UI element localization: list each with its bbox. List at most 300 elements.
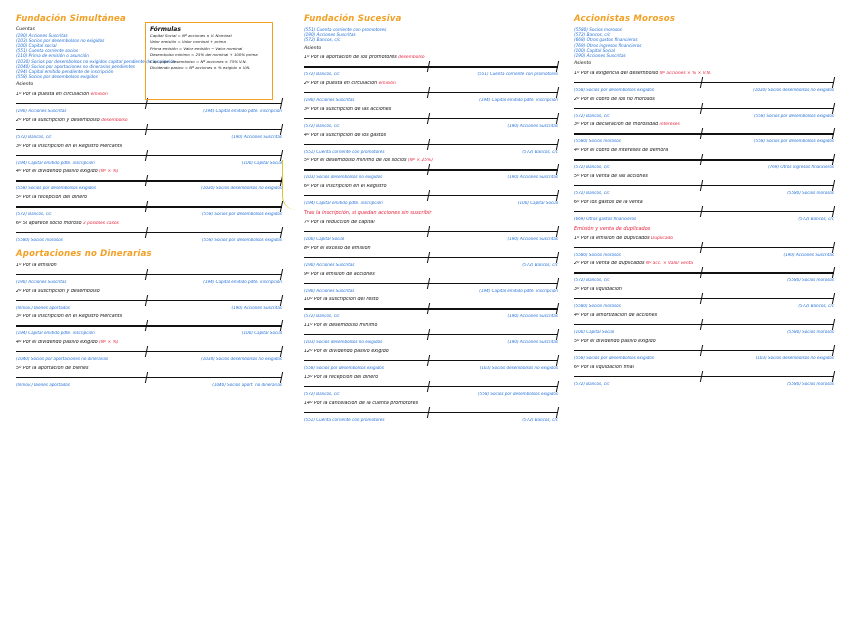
line-end — [556, 226, 560, 237]
formula-line: Dividendo pasivo = Nº acciones × % exigido × V.N. — [150, 65, 251, 71]
line-end — [832, 128, 836, 139]
entry-label: 2º Por la suscripción y desembolso desembolso — [16, 117, 128, 123]
entry-note: Nº acc. × Valor venta — [644, 261, 694, 267]
debit-account: (558) Socios por desembolsos exigidos — [304, 365, 384, 370]
entry-accounts — [574, 253, 834, 258]
line-bar — [574, 211, 834, 212]
debit-account: (1040) Socios por aportaciones no dinerarias — [16, 357, 109, 362]
entry-label: 7º Por la reducción de capital — [304, 219, 375, 225]
entry-label: 2º Por el cobro de los no morosos — [574, 96, 655, 102]
entry-label: 4º Por la amortización de acciones — [574, 312, 658, 318]
credit-account: (5580) Socios morosos — [787, 278, 834, 283]
credit-account: (100) Capital Social — [517, 201, 558, 206]
credit-account: (1034) Socios desembolsos no exigidos — [201, 357, 282, 362]
journal-entry — [304, 107, 558, 129]
journal-line — [304, 355, 558, 366]
line-bar — [304, 360, 558, 361]
entry-accounts — [304, 124, 558, 129]
line-bar — [574, 298, 834, 299]
entries-list — [16, 92, 282, 243]
formula-line: Capital Social = Nº acciones × V. Nominal — [150, 33, 232, 38]
entry-accounts — [574, 114, 834, 119]
credit-account: (1030) Socios desembolsos no exigidos — [753, 87, 834, 92]
credit-account: (194) Capital emitido pdte. inscripción — [479, 98, 558, 102]
entry-accounts — [574, 278, 834, 283]
debit-account: (572) Bancos, c/c — [574, 278, 610, 283]
cuentas-label: Cuentas — [16, 27, 35, 32]
entry-label: 4º Por el cobro de intereses de demora — [574, 148, 669, 154]
cuenta-item: (1040) Socios por aportaciones no dinerarias pendientes — [16, 63, 135, 69]
line-end — [556, 190, 560, 201]
journal-entry — [16, 118, 282, 140]
entry-accounts — [304, 392, 558, 397]
line-end — [280, 269, 284, 280]
credit-account: (194) Capital emitido pdte. inscripción — [203, 109, 282, 114]
debit-account: (190) Acciones Suscritas — [16, 279, 67, 284]
journal-line — [304, 164, 558, 175]
debit-account: (Inmov.) Bienes aportados — [16, 305, 70, 310]
journal-line — [16, 346, 282, 357]
section-title-2: Aportaciones no Dinerarias — [16, 248, 152, 259]
journal-entry — [304, 349, 558, 371]
entry-label: 5º Por el desembolso mínimo de los socios (Nº × 25%) — [304, 158, 433, 164]
debit-account: (100) Capital Social — [574, 329, 615, 334]
debit-account: (572) Bancos, c/c — [574, 165, 610, 170]
entry-label: 12º Por el dividendo pasivo exigido — [304, 348, 389, 354]
journal-line — [304, 190, 558, 201]
connector-bracket — [282, 160, 303, 210]
entry-label: 1º Por la aportación de los promotores desembolso — [304, 55, 425, 61]
debit-account: (100) Capital Social — [304, 236, 345, 241]
journal-entry — [304, 401, 558, 423]
journal-entry — [304, 184, 558, 206]
journal-line — [574, 154, 834, 165]
journal-entry — [574, 339, 834, 361]
entry-accounts — [304, 314, 558, 319]
section-title: Fundación Sucesiva — [304, 14, 402, 24]
credit-account: (558) Socios por desembolsos exigidos — [754, 139, 834, 144]
credit-account: (558) Socios por desembolsos exigidos — [478, 391, 558, 396]
entry-accounts — [574, 356, 834, 361]
credit-account: (558) Socios por desembolsos exigidos — [754, 113, 834, 118]
cuenta-item: (100) Capital Social — [574, 47, 616, 53]
credit-account: (5580) Socios morosos — [787, 381, 834, 386]
line-bar — [574, 247, 834, 248]
line-end — [556, 381, 560, 392]
credit-account: (572) Bancos, c/c — [522, 262, 558, 267]
debit-account: (5580) Socios morosos — [574, 252, 621, 257]
entries-list — [574, 71, 834, 222]
journal-entry — [16, 221, 282, 243]
cuenta-item: (551) Cuenta corriente con promotores — [304, 27, 387, 32]
journal-entry — [574, 236, 834, 258]
line-bar — [304, 169, 558, 170]
formula-line: Valor emisión = Valor nominal + prima — [150, 39, 226, 45]
line-bar — [574, 185, 834, 186]
entry-accounts — [304, 340, 558, 345]
entry-note: Duplicado — [649, 235, 673, 241]
journal-entry — [574, 97, 834, 119]
entry-label: 3º Por la inscripción en el Registro Mercantil — [16, 314, 123, 320]
credit-account: (190) Acciones Suscritas — [507, 123, 558, 128]
debit-account: (194) Capital emitido pdte. inscripción — [16, 160, 95, 165]
journal-line — [574, 345, 834, 356]
journal-line — [304, 226, 558, 237]
journal-line — [16, 201, 282, 212]
journal-line — [16, 320, 282, 331]
line-end — [280, 124, 284, 135]
journal-line — [304, 61, 558, 72]
journal-line — [574, 103, 834, 114]
line-end — [832, 267, 836, 278]
line-end — [832, 77, 836, 88]
journal-entry — [304, 55, 558, 77]
journal-line — [574, 77, 834, 88]
entry-label: 6º Por la liquidación final — [574, 364, 634, 370]
journal-entry — [574, 148, 834, 170]
formula-line: Desembolso mínimo = 25% del nominal + 100% prima — [150, 52, 258, 58]
entry-label: 4º Por el dividendo pasivo exigido (Nº × %) — [16, 340, 119, 346]
line-bar — [304, 118, 558, 119]
entry-label: 6º Por la inscripción en el Registro — [304, 184, 387, 190]
journal-line — [16, 372, 282, 383]
credit-account: (190) Acciones Suscritas — [507, 314, 558, 319]
line-end — [556, 407, 560, 418]
journal-line — [574, 242, 834, 253]
entry-accounts — [574, 88, 834, 93]
journal-line — [16, 175, 282, 186]
entry-accounts — [16, 212, 282, 217]
debit-account: (194) Capital emitido pdte. inscripción — [16, 331, 95, 336]
journal-line — [304, 381, 558, 392]
debit-account: (572) Bancos, c/c — [16, 212, 52, 217]
cuenta-item: (1030) Socios por desembolsos no exigidos capital pendiente de inscripción — [16, 58, 176, 64]
cuentas-list — [304, 27, 558, 43]
line-bar — [16, 206, 282, 207]
journal-entry — [304, 220, 558, 242]
line-end — [556, 164, 560, 175]
line-bar — [16, 129, 282, 130]
journal-entry — [574, 174, 834, 196]
journal-line — [574, 128, 834, 139]
debit-account: (572) Bancos, c/c — [574, 381, 610, 386]
debit-account: (572) Bancos, c/c — [304, 391, 340, 396]
line-end — [832, 103, 836, 114]
credit-account: (190) Acciones Suscritas — [507, 175, 558, 180]
line-bar — [304, 195, 558, 196]
entry-accounts — [574, 139, 834, 144]
journal-line — [304, 252, 558, 263]
entry-accounts — [16, 238, 282, 243]
subhead: Tras la inscripción, si quedan acciones sin suscribir — [304, 209, 432, 216]
debit-account: (572) Bancos, c/c — [574, 191, 610, 195]
journal-line — [304, 278, 558, 289]
journal-entry — [16, 289, 282, 311]
entry-accounts — [574, 217, 834, 222]
cuenta-item: (558) Socios por desembolsos exigidos — [16, 74, 98, 80]
entry-label: 5º Por la aportación de bienes — [16, 365, 89, 371]
line-bar — [304, 231, 558, 232]
line-end — [832, 319, 836, 330]
journal-entry — [574, 200, 834, 222]
entry-accounts — [574, 330, 834, 335]
entry-accounts — [16, 161, 282, 166]
entry-note: (Nº × %) — [97, 340, 119, 346]
cuenta-item: (103) Socios por desembolsos no exigidos — [16, 37, 105, 43]
journal-entry — [574, 122, 834, 144]
line-end — [556, 113, 560, 124]
journal-entry — [16, 263, 282, 285]
entry-label: 1º Por la emisión — [16, 262, 57, 268]
line-bar — [16, 155, 282, 156]
debit-account: (5580) Socios morosos — [16, 238, 63, 242]
journal-entry — [304, 297, 558, 319]
cuenta-item: (100) Capital social — [16, 43, 57, 48]
journal-line — [16, 150, 282, 161]
line-end — [832, 154, 836, 165]
credit-account: (1030) Socios desembolsos no exigidos — [201, 186, 282, 191]
line-end — [556, 61, 560, 72]
credit-account: (1040) Socios aport. no dinerarias — [212, 382, 282, 387]
journal-entry — [304, 133, 558, 155]
debit-account: (572) Bancos, c/c — [16, 134, 52, 139]
entry-label: 3º Por la declaración de morosidad intereses — [574, 122, 680, 128]
journal-line — [574, 319, 834, 330]
line-bar — [304, 66, 558, 67]
asiento-label: Asiento — [16, 82, 34, 88]
credit-account: (572) Bancos, c/c — [522, 417, 558, 422]
entry-accounts — [16, 331, 282, 336]
journal-line — [304, 407, 558, 418]
cuenta-item: (551) Cuenta corriente socios — [16, 48, 79, 54]
formula-title: Fórmulas — [150, 26, 181, 33]
line-bar — [574, 324, 834, 325]
entry-accounts — [574, 165, 834, 170]
line-bar — [304, 334, 558, 335]
line-end — [280, 150, 284, 161]
line-bar — [16, 351, 282, 352]
line-bar — [16, 300, 282, 301]
entry-note: (Nº × 25%) — [406, 158, 433, 164]
column-fundacion-sucesiva — [304, 14, 558, 422]
cuentas-list — [574, 27, 834, 58]
line-bar — [16, 103, 282, 104]
entry-label: 13º Por la recepción del dinero — [304, 374, 379, 380]
line-bar — [16, 377, 282, 378]
journal-entry — [304, 246, 558, 268]
credit-account: (190) Acciones Suscritas — [507, 340, 558, 345]
entry-accounts — [16, 306, 282, 311]
line-bar — [16, 232, 282, 233]
cuenta-item: (572) Bancos, c/c — [574, 32, 611, 38]
entry-label: 2º Por la venta de duplicados Nº acc. × Valor venta — [574, 261, 694, 267]
entry-accounts — [16, 357, 282, 362]
journal-line — [304, 139, 558, 150]
entry-label: 14º Por la cancelación de la cuenta promotores — [304, 400, 419, 406]
section-title: Accionistas Morosos — [574, 14, 676, 24]
line-end — [556, 87, 560, 98]
line-end — [556, 252, 560, 263]
entry-note: desembolso — [396, 55, 425, 61]
journal-entry — [574, 287, 834, 309]
credit-account: (190) Acciones Suscritas — [507, 236, 558, 241]
line-bar — [574, 272, 834, 273]
journal-entry — [574, 365, 834, 387]
line-end — [280, 346, 284, 357]
line-bar — [304, 283, 558, 284]
entry-label: 1º Por la puesta en circulación emisión — [16, 92, 108, 98]
entry-label: 4º Por la suscripción de los gastos — [304, 132, 387, 138]
credit-account: (551) Cuenta corriente con promotores — [477, 72, 558, 77]
debit-account: (194) Capital emitido pdte. inscripción — [304, 201, 383, 206]
debit-account: (558) Socios por desembolsos exigidos — [16, 186, 96, 191]
entry-label: 1º Por la emisión de duplicados Duplicado — [574, 235, 673, 241]
entry-accounts — [574, 191, 834, 196]
entry-accounts — [304, 150, 558, 155]
credit-account: (558) Socios por desembolsos exigidos — [202, 238, 282, 242]
credit-account: (194) Capital emitido pdte. inscripción — [203, 279, 282, 284]
journal-line — [16, 124, 282, 135]
entry-accounts — [304, 175, 558, 180]
line-bar — [16, 180, 282, 181]
entry-accounts — [16, 383, 282, 388]
entry-label: 11º Por el desembolso mínimo — [304, 323, 378, 329]
entry-accounts — [16, 109, 282, 114]
debit-account: (190) Acciones Suscritas — [304, 288, 355, 293]
entry-label: 1º Por la exigencia del desembolso Nº acciones × % × V.N. — [574, 70, 712, 76]
journal-line — [574, 371, 834, 382]
journal-entry — [16, 169, 282, 191]
debit-account: (669) Otros gastos financieros — [574, 216, 637, 221]
entry-label: 9º Por la emisión de acciones — [304, 271, 375, 277]
entry-note: desembolso — [99, 117, 128, 123]
credit-account: (572) Bancos, c/c — [522, 149, 558, 154]
column-accionistas-morosos — [574, 14, 834, 386]
journal-entry — [304, 272, 558, 294]
credit-account: (5580) Socios morosos — [787, 329, 834, 334]
line-bar — [304, 386, 558, 387]
entry-label: 2º Por la suscripción y desembolso — [16, 288, 100, 294]
entries-list — [304, 55, 558, 206]
entry-label: 3º Por la liquidación — [574, 287, 622, 293]
debit-account: (572) Bancos, c/c — [574, 113, 610, 118]
line-end — [556, 139, 560, 150]
asiento-label: Asiento — [304, 45, 322, 51]
line-end — [832, 293, 836, 304]
credit-account: (194) Capital emitido pdte. inscripción — [479, 288, 558, 293]
credit-account: (190) Acciones Suscritas — [231, 305, 282, 310]
line-bar — [304, 257, 558, 258]
cuenta-item: (5580) Socios morosos — [574, 27, 622, 32]
line-bar — [16, 325, 282, 326]
cuenta-item: (190) Acciones Suscritas — [574, 53, 626, 59]
debit-account: (5580) Socios morosos — [574, 304, 621, 309]
line-bar — [574, 350, 834, 351]
entry-note: 3 posibles casos — [81, 221, 119, 226]
debit-account: (572) Bancos, c/c — [304, 72, 340, 77]
line-end — [556, 355, 560, 366]
journal-line — [304, 303, 558, 314]
line-end — [280, 372, 284, 383]
journal-entry — [304, 375, 558, 397]
entry-accounts — [16, 135, 282, 140]
journal-entry — [304, 158, 558, 180]
entry-note: emisión — [89, 92, 108, 98]
cuenta-item: (194) Capital emitido pendiente de inscripción — [16, 69, 114, 75]
line-bar — [574, 82, 834, 83]
formula-line: Prima emisión = Valor emisión − Valor nominal — [150, 45, 243, 51]
entry-accounts — [304, 418, 558, 423]
line-end — [832, 242, 836, 253]
entry-label: 4º Por el dividendo pasivo exigido (Nº × %) — [16, 169, 119, 175]
credit-account: (572) Bancos, c/c — [798, 304, 834, 309]
line-end — [280, 227, 284, 238]
line-end — [832, 206, 836, 217]
credit-account: (769) Otros ingresos financieros — [768, 165, 834, 170]
journal-line — [304, 87, 558, 98]
debit-account: (103) Socios desembolsos no exigidos — [304, 175, 383, 180]
entry-label: 8º Por el exceso de emisión — [304, 245, 371, 251]
entry-accounts — [304, 98, 558, 103]
entries-list-2 — [304, 220, 558, 422]
subhead: Emisión y venta de duplicados — [574, 225, 651, 232]
line-bar — [574, 108, 834, 109]
entry-accounts — [304, 237, 558, 242]
entry-accounts — [304, 201, 558, 206]
debit-account: (551) Cuenta corriente con promotores — [304, 417, 385, 422]
journal-entry — [16, 195, 282, 217]
journal-line — [16, 295, 282, 306]
entry-accounts — [574, 382, 834, 387]
credit-account: (100) Capital Social — [241, 331, 282, 336]
journal-line — [574, 293, 834, 304]
journal-line — [574, 180, 834, 191]
entry-accounts — [304, 289, 558, 294]
entry-label: 3º Por la suscripción de las acciones — [304, 106, 392, 112]
line-end — [832, 180, 836, 191]
entry-label: 10º Por la suscripción del resto — [304, 297, 379, 303]
credit-account: (5580) Socios morosos — [787, 191, 834, 195]
entry-accounts — [16, 186, 282, 191]
line-end — [280, 98, 284, 109]
line-bar — [574, 133, 834, 134]
credit-account: (103) Socios desembolsos no exigidos — [479, 365, 558, 370]
entry-accounts — [304, 366, 558, 371]
line-bar — [16, 274, 282, 275]
credit-account: (190) Acciones Suscritas — [231, 134, 282, 139]
debit-account: (190) Acciones Suscritas — [304, 98, 355, 102]
entries-list-2 — [574, 236, 834, 387]
journal-line — [574, 267, 834, 278]
entry-note: intereses — [658, 122, 680, 128]
journal-line — [16, 227, 282, 238]
entry-accounts — [304, 263, 558, 268]
entry-label: 6º Por los gastos de la venta — [574, 199, 643, 205]
line-bar — [304, 144, 558, 145]
formula-box — [145, 22, 273, 100]
debit-account: (551) Cuenta corriente con promotores — [304, 149, 385, 154]
journal-entry — [16, 144, 282, 166]
entry-label: 5º Por la venta de las acciones — [574, 174, 648, 179]
debit-account: (190) Acciones Suscritas — [16, 109, 67, 114]
line-bar — [304, 308, 558, 309]
journal-entry — [574, 261, 834, 283]
journal-entry — [16, 366, 282, 388]
debit-account: (103) Socios desembolsos no exigidos — [304, 340, 383, 345]
journal-entry — [574, 313, 834, 335]
credit-account: (558) Socios por desembolsos exigidos — [202, 212, 282, 217]
entry-accounts — [16, 280, 282, 285]
